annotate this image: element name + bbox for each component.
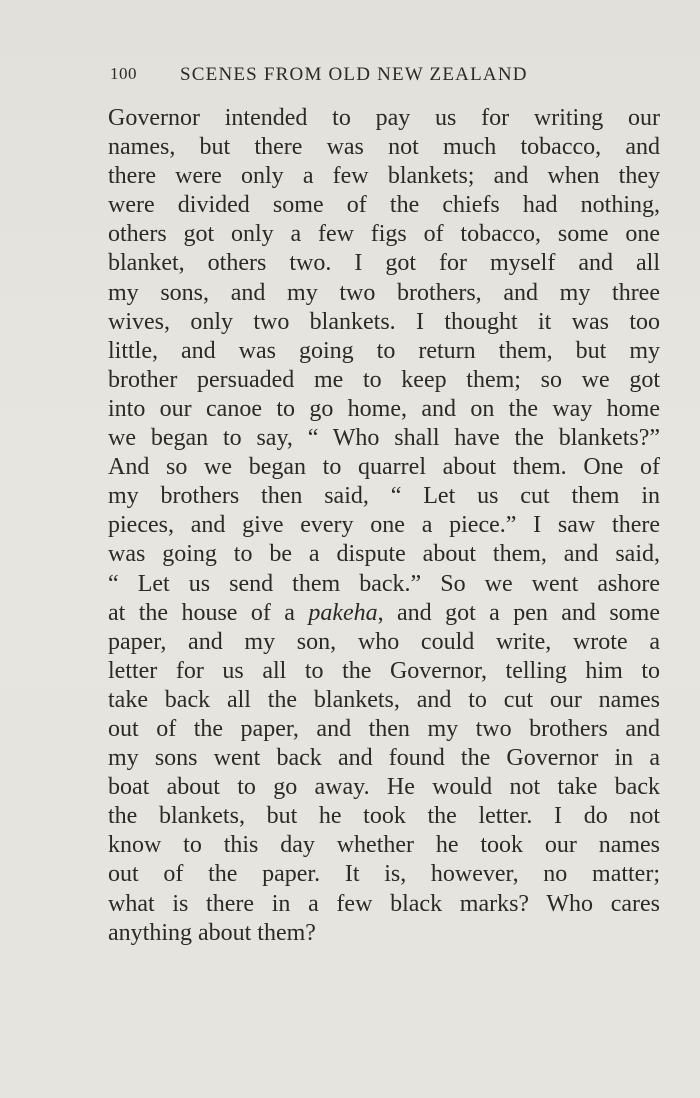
- text-line: my brothers then said, “ Let us cut them in: [108, 483, 660, 510]
- text-line: wives, only two blankets. I thought it was too: [108, 308, 660, 335]
- text-line: [108, 599, 660, 628]
- text-line: out of the paper, and then my two brothers and: [108, 715, 660, 742]
- text-line: brother persuaded me to keep them; so we got: [108, 366, 660, 393]
- text-segment: , and got a pen and some: [377, 599, 660, 626]
- text-line: blanket, others two. I got for myself and all: [108, 250, 660, 277]
- body-text: [108, 104, 660, 948]
- text-line: there were only a few blankets; and when they: [108, 163, 660, 190]
- text-line: the blankets, but he took the letter. I do not: [108, 803, 660, 830]
- text-line: “ Let us send them back.” So we went ashore: [108, 570, 660, 597]
- text-line: others got only a few figs of tobacco, some one: [108, 221, 660, 248]
- text-line: take back all the blankets, and to cut our names: [108, 686, 660, 713]
- text-line: what is there in a few black marks? Who cares: [108, 890, 660, 917]
- book-title: SCENES FROM OLD NEW ZEALAND: [180, 64, 528, 85]
- text-line: anything about them?: [108, 919, 316, 946]
- text-line: into our canoe to go home, and on the way home: [108, 395, 660, 422]
- text-line: my sons, and my two brothers, and my three: [108, 279, 660, 306]
- italic-word: pakeha: [308, 599, 378, 626]
- text-line: paper, and my son, who could write, wrote a: [108, 628, 660, 655]
- text-line: letter for us all to the Governor, telling him to: [108, 657, 660, 684]
- text-line: boat about to go away. He would not take back: [108, 774, 660, 801]
- text-line: Governor intended to pay us for writing our: [108, 105, 660, 131]
- text-line: we began to say, “ Who shall have the blankets?”: [108, 425, 660, 452]
- text-line: names, but there was not much tobacco, and: [108, 134, 660, 161]
- text-line: out of the paper. It is, however, no matter;: [108, 861, 660, 888]
- page-number: 100: [110, 64, 137, 83]
- text-segment: at the house of a: [108, 599, 295, 626]
- running-head: [110, 64, 660, 88]
- text-line: And so we began to quarrel about them. One of: [108, 454, 660, 481]
- text-line: my sons went back and found the Governor in a: [108, 745, 660, 772]
- text-line: know to this day whether he took our names: [108, 832, 660, 859]
- text-line: were divided some of the chiefs had nothing,: [108, 192, 660, 219]
- text-line: little, and was going to return them, but my: [108, 337, 660, 364]
- text-line: was going to be a dispute about them, and said,: [108, 541, 660, 568]
- text-line: pieces, and give every one a piece.” I saw there: [108, 512, 660, 539]
